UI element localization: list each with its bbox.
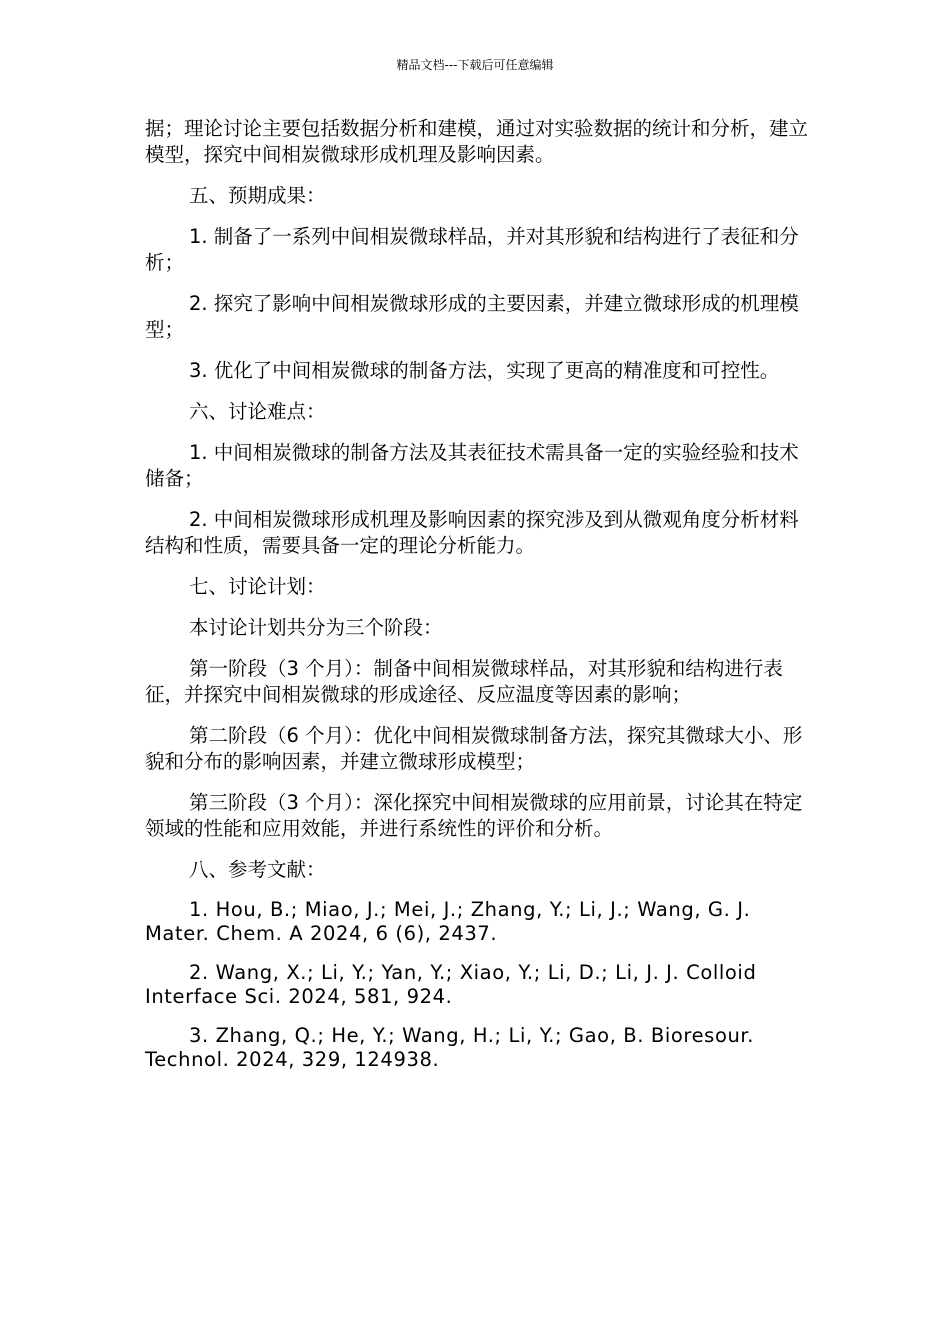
- plan-stage-item: 第一阶段（3 个月）：制备中间相炭微球样品，对其形貌和结构进行表征，并探究中间相炭微球的形成途径、反应温度等因素的影响；: [145, 657, 783, 706]
- plan-stage-item: 第二阶段（6 个月）：优化中间相炭微球制备方法，探究其微球大小、形貌和分布的影响因素，并建立微球形成模型；: [145, 724, 803, 773]
- difficulty-item: 2. 中间相炭微球形成机理及影响因素的探究涉及到从微观角度分析材料结构和性质，需要具备一定的理论分析能力。: [145, 508, 799, 557]
- section-heading-expected-results: 五、预期成果：: [189, 184, 326, 207]
- difficulty-item: 1. 中间相炭微球的制备方法及其表征技术需具备一定的实验经验和技术储备；: [145, 441, 799, 490]
- section-heading-plan: 七、讨论计划：: [189, 575, 326, 598]
- plan-stage-item: 第三阶段（3 个月）：深化探究中间相炭微球的应用前景，讨论其在特定领域的性能和应用效能，并进行系统性的评价和分析。: [145, 791, 803, 840]
- section-heading-difficulties: 六、讨论难点：: [189, 400, 326, 423]
- reference-item: 1. Hou, B.; Miao, J.; Mei, J.; Zhang, Y.; Li, J.; Wang, G. J. Mater. Chem. A 2024, 6 (6), 2437.: [145, 898, 751, 945]
- plan-intro: 本讨论计划共分为三个阶段：: [189, 616, 443, 639]
- expected-result-item: 1. 制备了一系列中间相炭微球样品，并对其形貌和结构进行了表征和分析；: [145, 225, 799, 274]
- section-heading-references: 八、参考文献：: [189, 858, 326, 881]
- expected-result-item: 2. 探究了影响中间相炭微球形成的主要因素，并建立微球形成的机理模型；: [145, 292, 799, 341]
- page-header: 精品文档---下载后可任意编辑: [396, 58, 554, 72]
- reference-item: 2. Wang, X.; Li, Y.; Yan, Y.; Xiao, Y.; Li, D.; Li, J. J. Colloid Interface Sci. 2024, 581, 924.: [145, 961, 757, 1008]
- reference-item: 3. Zhang, Q.; He, Y.; Wang, H.; Li, Y.; Gao, B. Bioresour. Technol. 2024, 329, 124938.: [145, 1024, 755, 1071]
- document-body: [145, 116, 810, 1087]
- continuation-paragraph: 据；理论讨论主要包括数据分析和建模，通过对实验数据的统计和分析，建立模型，探究中间相炭微球形成机理及影响因素。: [145, 117, 809, 166]
- expected-result-item: 3. 优化了中间相炭微球的制备方法，实现了更高的精准度和可控性。: [189, 359, 780, 382]
